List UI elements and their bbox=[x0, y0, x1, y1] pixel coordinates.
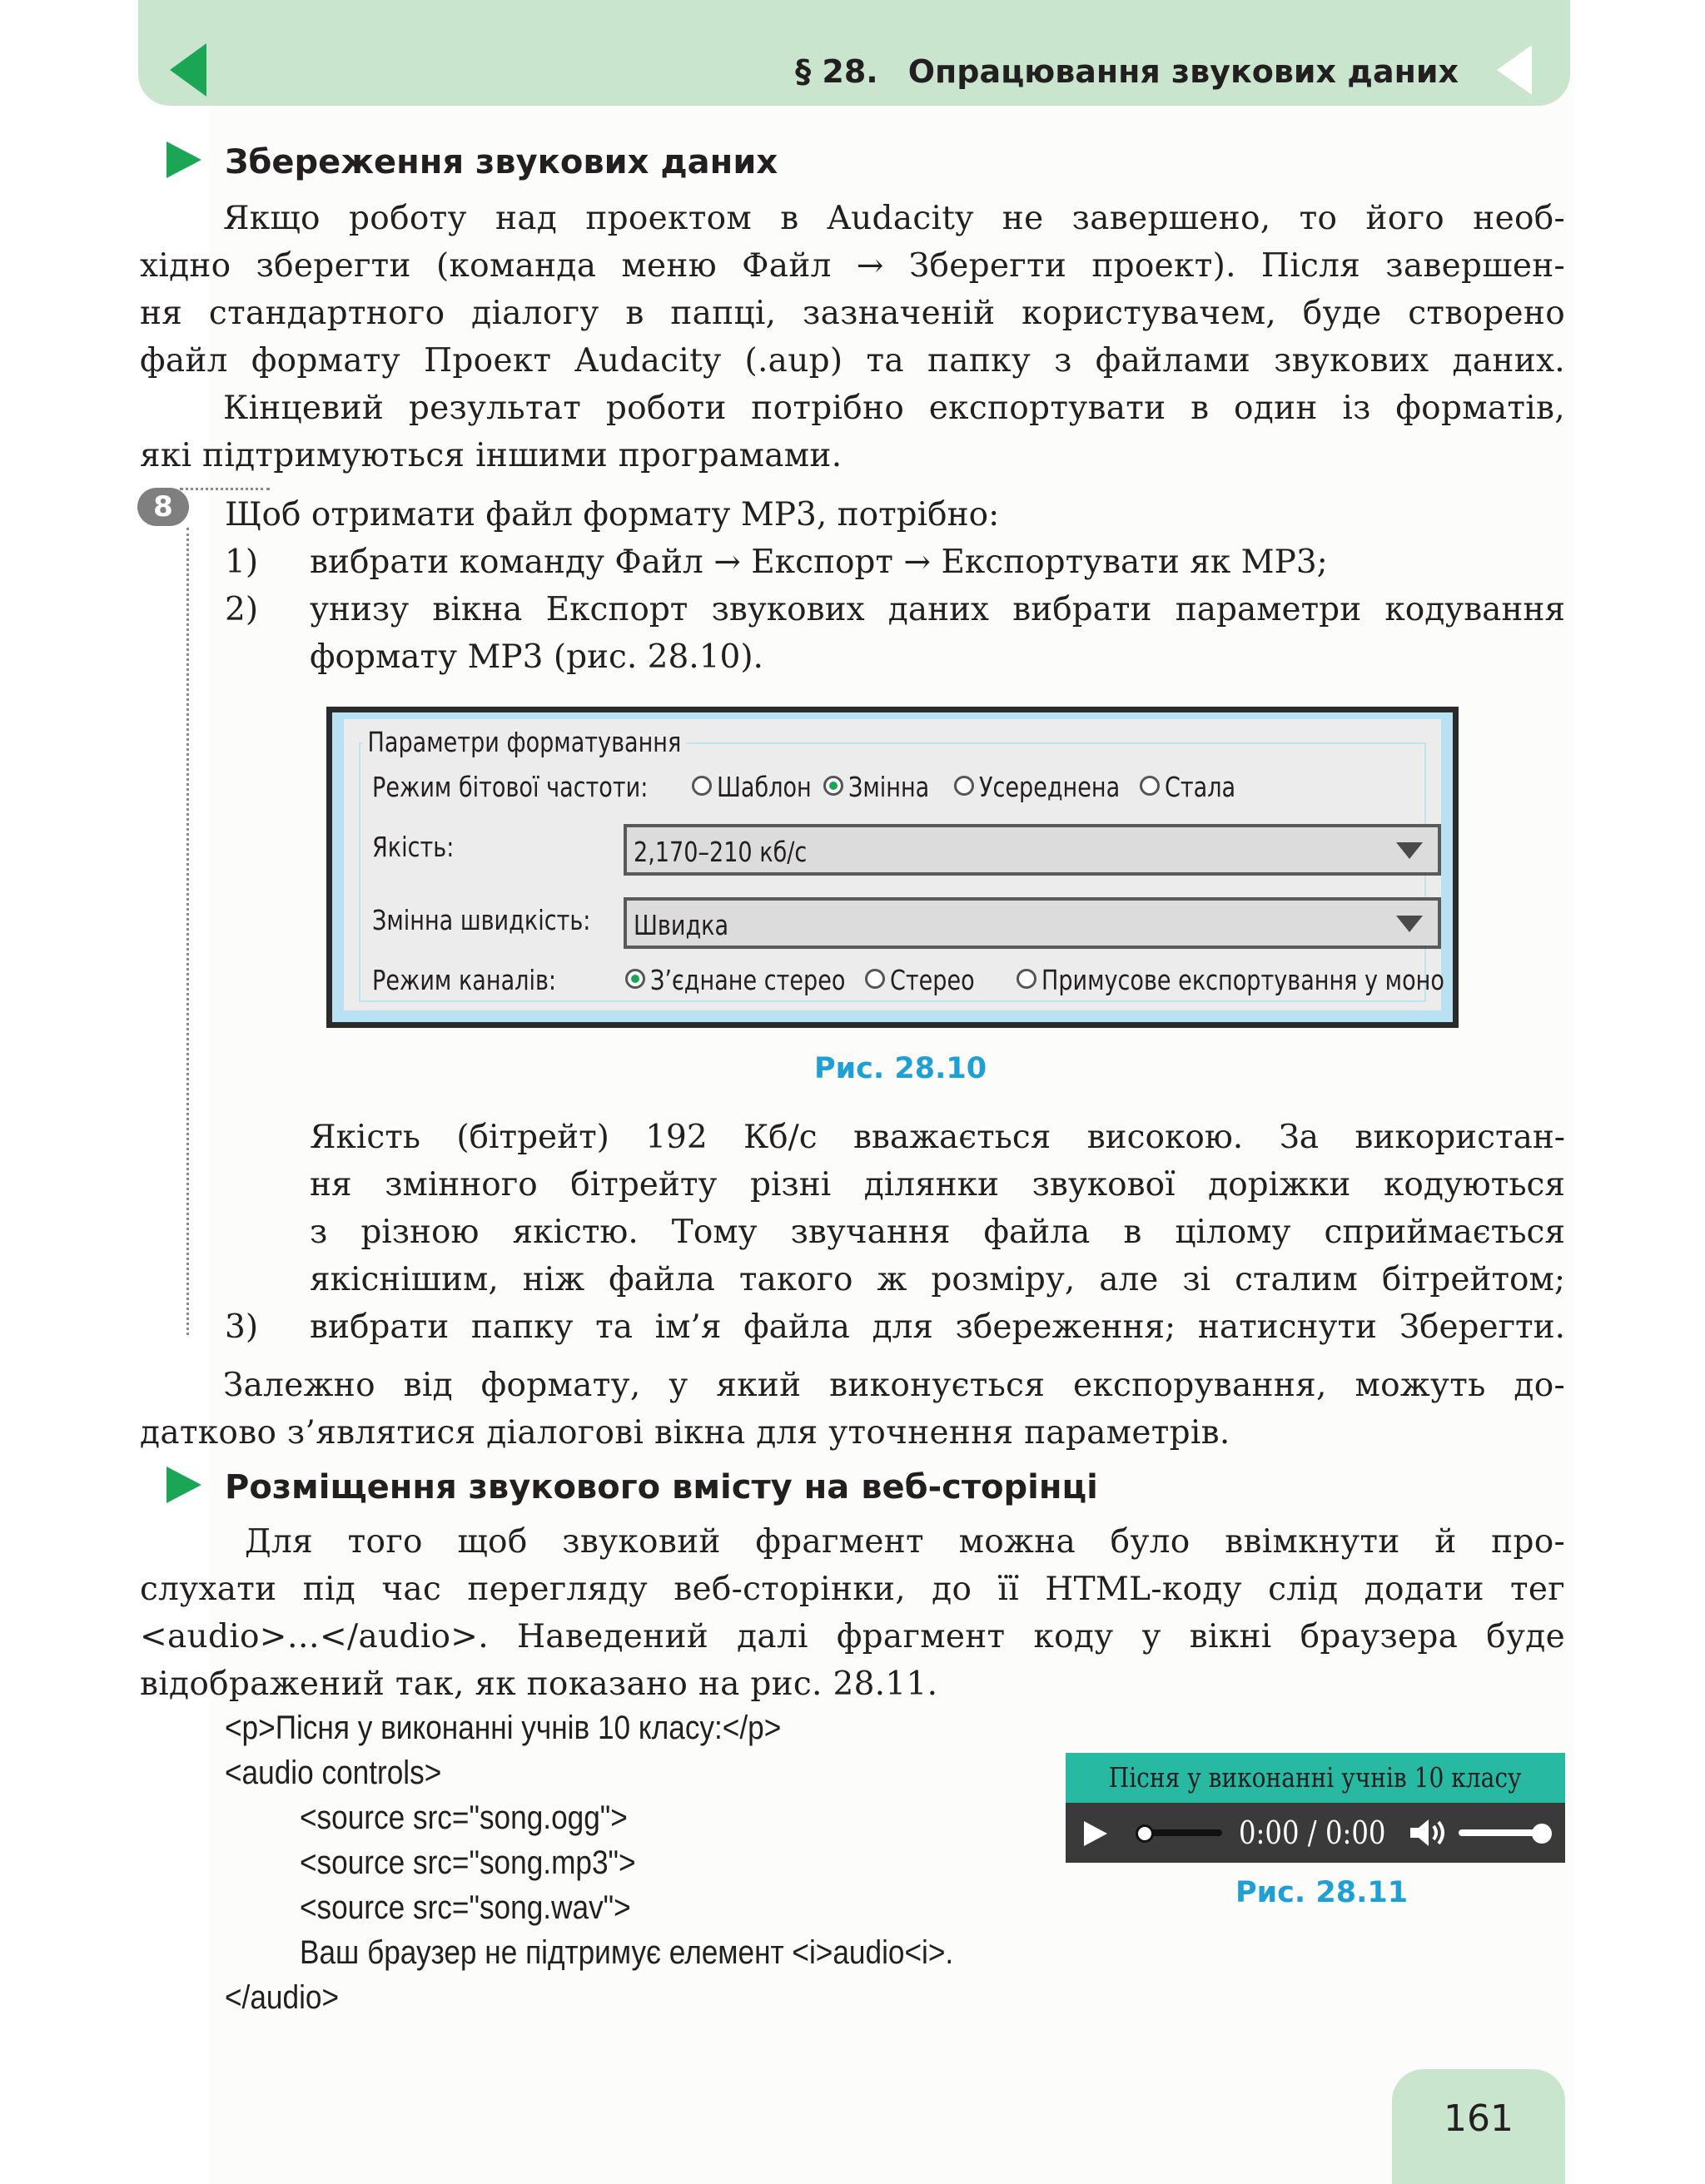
radio-constant[interactable] bbox=[1140, 776, 1160, 796]
group-legend: Параметри форматування bbox=[362, 726, 687, 758]
text-line: з різною якістю. Тому звучання файла в цілому сприймається bbox=[310, 1214, 1565, 1251]
section-heading-web bbox=[167, 1467, 1098, 1508]
radio-stereo[interactable] bbox=[865, 969, 885, 989]
radio-force-mono-label: Примусове експортування у моно bbox=[1041, 964, 1444, 996]
chapter-title bbox=[795, 53, 1459, 90]
dialog-frame bbox=[332, 712, 1453, 1022]
bitrate-mode-label: Режим бітової частоти: bbox=[372, 771, 649, 803]
bullet-triangle-icon bbox=[167, 1467, 201, 1503]
speed-select[interactable] bbox=[624, 897, 1441, 949]
channel-mode-label: Режим каналів: bbox=[372, 964, 557, 996]
radio-average-label: Усереднена bbox=[979, 771, 1121, 803]
section-number: § 28. bbox=[795, 53, 878, 90]
page-number-tab bbox=[1392, 2069, 1565, 2184]
text-line: Кінцевий результат роботи потрібно експортувати в один із форматів, bbox=[223, 390, 1565, 427]
text-line: відображений так, як показано на рис. 28.11. bbox=[140, 1665, 938, 1703]
text-line: датково з’являтися діалогові вікна для уточнення параметрів. bbox=[140, 1414, 1230, 1452]
text-line: слухати під час перегляду веб-сторінки, до її HTML-коду слід додати тег bbox=[140, 1571, 1565, 1608]
figure-caption-28-10: Рис. 28.10 bbox=[814, 1052, 987, 1085]
radio-constant-label: Стала bbox=[1165, 771, 1236, 803]
audio-player bbox=[1066, 1803, 1565, 1863]
section-heading-text: Збереження звукових даних bbox=[225, 143, 778, 181]
section-title: Опрацювання звукових даних bbox=[907, 53, 1459, 90]
text-line: файл формату Проект Audacity (.aup) та папку з файлами звукових даних. bbox=[140, 342, 1565, 380]
list-item-text: унизу вікна Експорт звукових даних вибрати параметри кодування bbox=[310, 591, 1565, 628]
paragraph-saving bbox=[140, 195, 1565, 385]
code-line: </audio> bbox=[225, 1979, 340, 2016]
text-line: які підтримуються іншими програмами. bbox=[140, 437, 843, 474]
volume-handle[interactable] bbox=[1532, 1824, 1552, 1844]
code-line: <p>Пісня у виконанні учнів 10 класу:</p> bbox=[225, 1710, 782, 1746]
text-line: ня стандартного діалогу в папці, зазначеній користувачем, буде створено bbox=[140, 295, 1565, 332]
step-guide-line bbox=[186, 528, 189, 1335]
code-line: Ваш браузер не підтримує елемент <i>audio<i>. bbox=[300, 1934, 954, 1971]
chevron-down-icon bbox=[1396, 916, 1423, 932]
audio-time: 0:00 / 0:00 bbox=[1239, 1814, 1386, 1851]
radio-variable[interactable] bbox=[823, 776, 843, 796]
bitrate-note bbox=[310, 1114, 1565, 1303]
step-intro-text: Щоб отримати файл формату MP3, потрібно: bbox=[225, 496, 1000, 534]
quality-label: Якість: bbox=[372, 831, 455, 863]
list-item-number: 1) bbox=[225, 544, 259, 581]
list-item-number: 2) bbox=[225, 591, 259, 628]
paragraph-web-audio bbox=[140, 1518, 1565, 1708]
section-heading-saving bbox=[167, 141, 778, 183]
radio-variable-label: Змінна bbox=[848, 771, 930, 803]
step-badge: 8 bbox=[137, 488, 189, 526]
text-line: Залежно від формату, у який виконується експорування, можуть до- bbox=[223, 1367, 1565, 1404]
next-page-arrow-icon[interactable] bbox=[1497, 45, 1532, 95]
text-line: <audio>…</audio>. Наведений далі фрагмент коду у вікні браузера буде bbox=[140, 1618, 1565, 1655]
play-icon[interactable] bbox=[1084, 1821, 1107, 1846]
list-item-text: вибрати папку та ім’я файла для збереження; натиснути Зберегти. bbox=[310, 1308, 1565, 1346]
radio-preset[interactable] bbox=[692, 776, 712, 796]
prev-page-arrow-icon[interactable] bbox=[170, 43, 206, 97]
chevron-down-icon bbox=[1396, 842, 1423, 859]
quality-value: 2,170–210 кб/с bbox=[634, 836, 808, 868]
code-line: <source src="song.wav"> bbox=[300, 1889, 631, 1926]
code-line: <source src="song.ogg"> bbox=[300, 1799, 628, 1836]
radio-preset-label: Шаблон bbox=[717, 771, 812, 803]
bullet-triangle-icon bbox=[167, 141, 201, 178]
radio-force-mono[interactable] bbox=[1017, 969, 1036, 989]
code-line: <audio controls> bbox=[225, 1755, 442, 1791]
text-line: хідно зберегти (команда меню Файл → Зберегти проект). Після завершен- bbox=[140, 247, 1565, 285]
list-item-text: формату MP3 (рис. 28.10). bbox=[310, 638, 763, 676]
text-line: Якість (бітрейт) 192 Кб/с вважається високою. За використан- bbox=[310, 1119, 1565, 1156]
text-line: Для того щоб звуковий фрагмент можна було ввімкнути й про- bbox=[245, 1523, 1565, 1561]
step-divider bbox=[180, 488, 270, 490]
section-heading-text: Розміщення звукового вмісту на веб-сторінці bbox=[225, 1468, 1098, 1506]
quality-select[interactable] bbox=[624, 824, 1441, 876]
radio-stereo-label: Стерео bbox=[890, 964, 975, 996]
seek-handle[interactable] bbox=[1136, 1824, 1154, 1843]
dialog-panel bbox=[344, 719, 1444, 1010]
paragraph-export bbox=[140, 385, 1565, 479]
paragraph-dialogs bbox=[140, 1362, 1565, 1457]
list-item-number: 3) bbox=[225, 1308, 259, 1346]
text-line: ня змінного бітрейту різні ділянки звукової доріжки кодуються bbox=[310, 1166, 1565, 1204]
radio-joint-stereo-label: З’єднане стерео bbox=[650, 964, 846, 996]
page-number: 161 bbox=[1444, 2097, 1514, 2140]
speed-value: Швидка bbox=[634, 909, 729, 941]
audio-caption-text: Пісня у виконанні учнів 10 класу bbox=[1109, 1761, 1522, 1794]
volume-slider[interactable] bbox=[1459, 1829, 1542, 1836]
figure-caption-28-11: Рис. 28.11 bbox=[1235, 1876, 1409, 1909]
export-options-dialog bbox=[326, 707, 1459, 1028]
text-line: якіснішим, ніж файла такого ж розміру, але зі сталим бітрейтом; bbox=[310, 1261, 1565, 1298]
radio-joint-stereo[interactable] bbox=[625, 969, 645, 989]
audio-caption bbox=[1066, 1753, 1565, 1803]
speed-label: Змінна швидкість: bbox=[372, 904, 591, 936]
code-line: <source src="song.mp3"> bbox=[300, 1844, 636, 1881]
volume-icon[interactable] bbox=[1409, 1818, 1450, 1848]
list-item-text: вибрати команду Файл → Експорт → Експортувати як MP3; bbox=[310, 544, 1328, 581]
text-line: Якщо роботу над проектом в Audacity не завершено, то його необ- bbox=[223, 200, 1565, 237]
radio-average[interactable] bbox=[954, 776, 974, 796]
